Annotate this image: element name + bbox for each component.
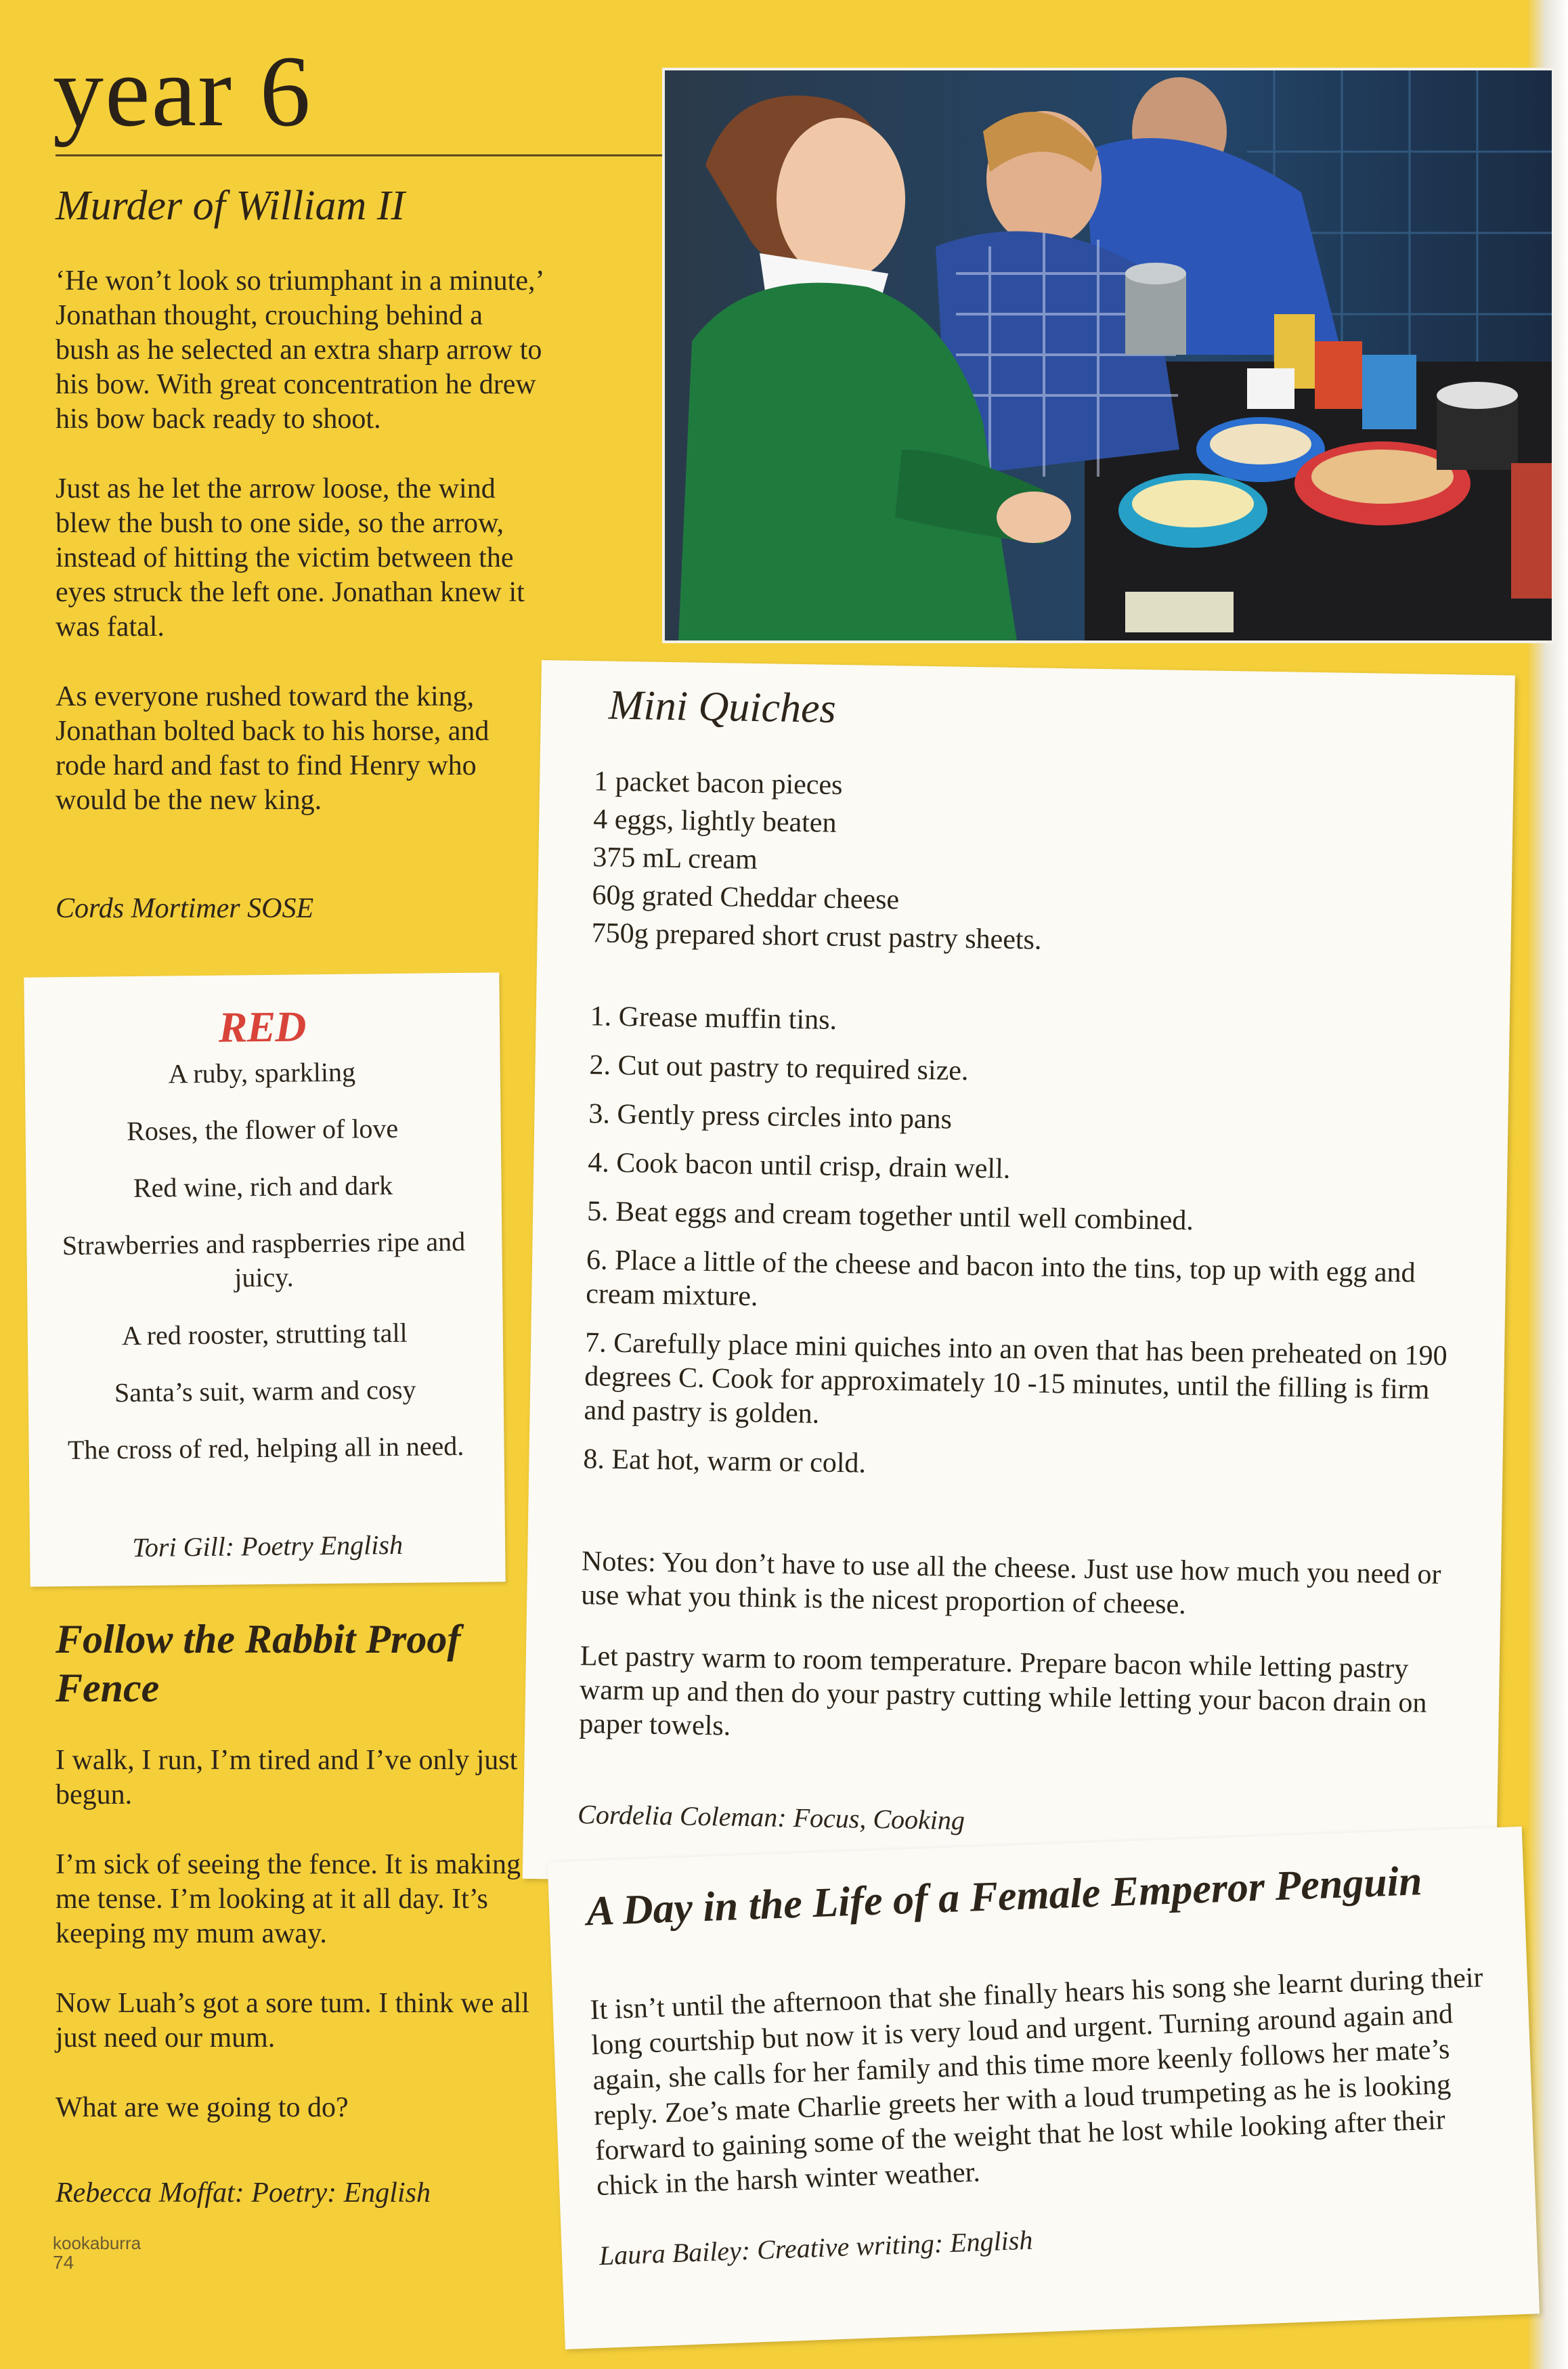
red-poem-card (24, 972, 505, 1586)
magazine-brand: kookaburra (53, 2233, 141, 2253)
poem-line: Strawberries and raspberries ripe and juicy. (62, 1225, 466, 1293)
ingredient-item: 60g grated Cheddar cheese (592, 879, 900, 916)
poem-line: Red wine, rich and dark (133, 1170, 393, 1204)
murder-author-credit: Cords Mortimer SOSE (56, 893, 314, 924)
ingredient-item: 1 packet bacon pieces (593, 766, 843, 802)
recipe-note: Let pastry warm to room temperature. Prepare bacon while letting pastry warm up and then do your pastry cutting while letting your bacon drain on paper towels. (578, 1640, 1427, 1742)
red-poem-credit: Tori Gill: Poetry English (132, 1529, 404, 1563)
cooking-class-photo (662, 68, 1554, 643)
recipe-author-credit: Cordelia Coleman: Focus, Cooking (577, 1799, 965, 1836)
rabbit-poem-title: Follow the Rabbit Proof Fence (56, 1617, 461, 1710)
recipe-step: 5. Beat eggs and cream together until well combined. (586, 1196, 1194, 1237)
ingredient-item: 750g prepared short crust pastry sheets. (591, 917, 1042, 956)
poem-line: A red rooster, strutting tall (121, 1317, 408, 1351)
emperor-penguin-story-card (548, 1827, 1540, 2349)
red-poem-title: RED (218, 1002, 306, 1051)
recipe-step: 3. Gently press circles into pans (588, 1098, 953, 1135)
murder-paragraph: ‘He won’t look so triumphant in a minute,’ Jonathan thought, crouching behind a bush as he selected an extra sharp arrow to his bow. With great concentration he drew his bow back ready to shoot. (56, 265, 543, 435)
recipe-notes (578, 1544, 1462, 1781)
recipe-step: 6. Place a little of the cheese and bacon into the tins, top up with egg and cream mixture. (585, 1244, 1416, 1313)
recipe-step: 1. Grease muffin tins. (590, 1001, 837, 1036)
recipe-title: Mini Quiches (608, 682, 837, 732)
murder-paragraph: As everyone rushed toward the king, Jonathan bolted back to his horse, and rode hard and fast to find Henry who would be the new king. (56, 681, 489, 816)
rabbit-stanza: I’m sick of seeing the fence. It is making me tense. I’m looking at it all day. It’s keeping my mum away. (56, 1849, 521, 1949)
recipe-step: 4. Cook bacon until crisp, drain well. (587, 1147, 1011, 1185)
penguin-author-credit: Laura Bailey: Creative writing: English (598, 2224, 1034, 2272)
rabbit-author-credit: Rebecca Moffat: Poetry: English (56, 2177, 431, 2209)
mini-quiches-recipe-card (523, 660, 1515, 1894)
ingredient-item: 4 eggs, lightly beaten (592, 804, 837, 839)
rabbit-stanza: Now Luah’s got a sore tum. I think we all just need our mum. (56, 1988, 529, 2053)
recipe-step: 2. Cut out pastry to required size. (589, 1049, 969, 1087)
penguin-story-body: It isn’t until the afternoon that she finally hears his song she learnt during their long courtship but now it is very loud and urgent. Turning around again and again, she calls for her family and this time more keenly follows her mate’s reply. Zoe’s mate Charlie greets her with a loud trumpeting as he is looking forward to gaining some of the weight that he lost while looking after their chick in the harsh winter weather. (589, 1961, 1484, 2202)
page-title: year 6 (53, 35, 312, 148)
recipe-steps (583, 999, 1471, 1504)
penguin-story-title: A Day in the Life of a Female Emperor Penguin (586, 1858, 1423, 1935)
recipe-step: 7. Carefully place mini quiches into an oven that has been preheated on 190 degrees C. Cook for approximately 10 -15 minutes, until the filling is firm and pastry is golden. (584, 1327, 1447, 1430)
poem-line: The cross of red, helping all in need. (67, 1430, 464, 1466)
title-divider (56, 154, 665, 156)
murder-story-body (56, 264, 543, 853)
poem-line: Santa’s suit, warm and cosy (114, 1374, 416, 1408)
rabbit-stanza: I walk, I run, I’m tired and I’ve only just begun. (56, 1745, 518, 1810)
poem-line: A ruby, sparkling (168, 1056, 356, 1089)
poem-line: Roses, the flower of love (126, 1112, 399, 1147)
murder-section-title: Murder of William II (56, 183, 406, 229)
red-poem-lines (45, 1054, 483, 1491)
ingredient-item: 375 mL cream (592, 842, 758, 876)
page-number: 74 (53, 2252, 74, 2273)
murder-paragraph: Just as he let the arrow loose, the wind blew the bush to one side, so the arrow, instead of hitting the victim between the eyes struck the left one. Jonathan knew it was fatal. (56, 473, 525, 643)
photo-illustration (665, 70, 1552, 640)
rabbit-poem-body (56, 1743, 529, 2160)
recipe-step: 8. Eat hot, warm or cold. (583, 1443, 867, 1479)
ingredient-list (591, 762, 1474, 965)
rabbit-stanza: What are we going to do? (56, 2092, 349, 2123)
recipe-note: Notes: You don’t have to use all the cheese. Just use how much you need or use what you think is the nicest proportion of cheese. (580, 1546, 1441, 1621)
